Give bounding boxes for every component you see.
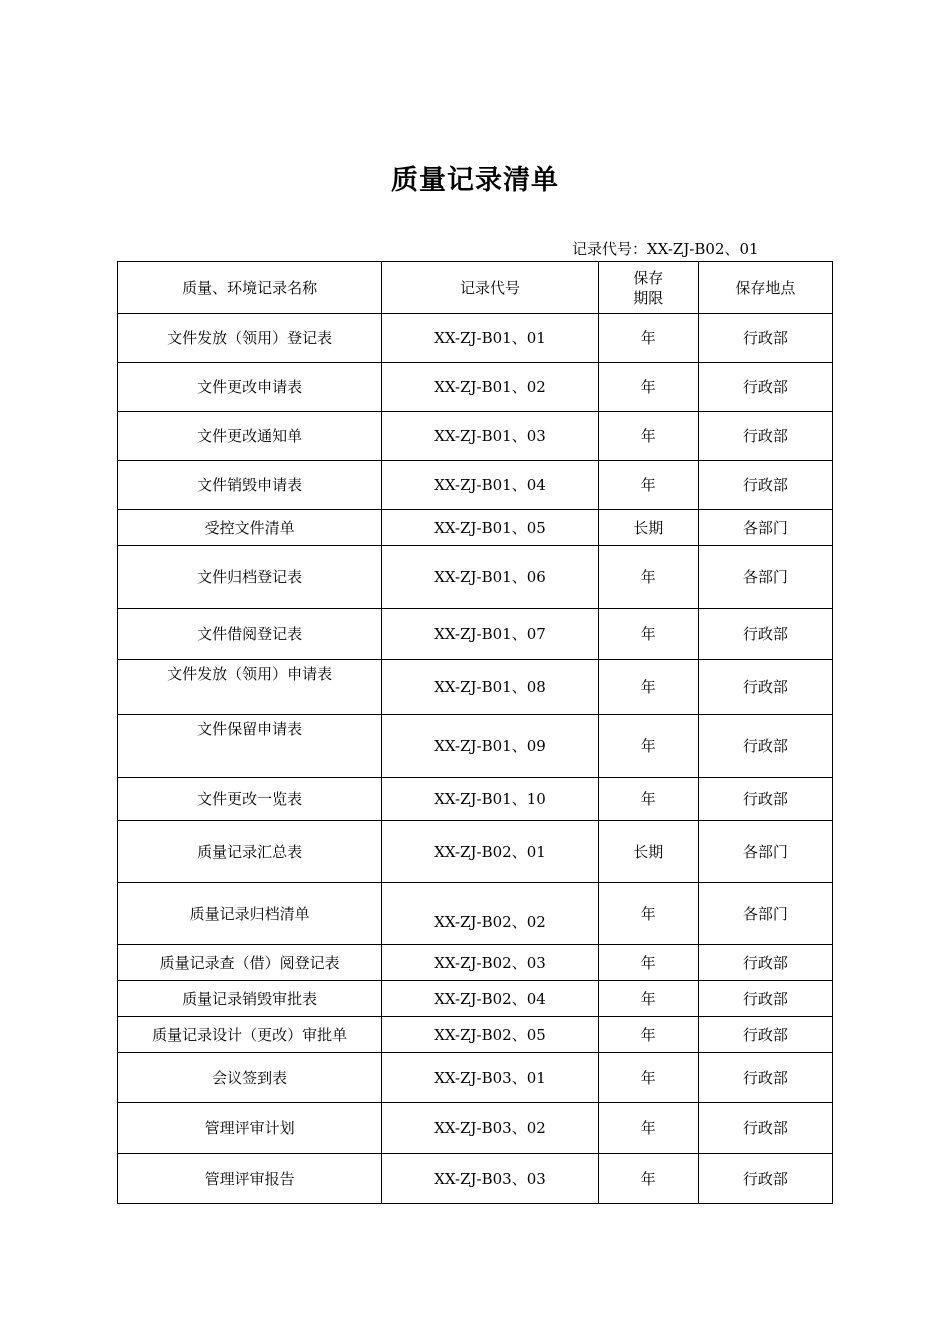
cell-location: 行政部 <box>698 715 832 778</box>
cell-period: 年 <box>598 1017 698 1053</box>
cell-name: 文件更改申请表 <box>118 363 382 412</box>
header-location: 保存地点 <box>698 262 832 314</box>
cell-location: 行政部 <box>698 1154 832 1204</box>
cell-location: 行政部 <box>698 1053 832 1103</box>
cell-code: XX-ZJ-B02、01 <box>382 821 598 883</box>
cell-code: XX-ZJ-B01、06 <box>382 546 598 609</box>
cell-location: 行政部 <box>698 461 832 510</box>
table-header-row <box>118 262 833 314</box>
cell-code: XX-ZJ-B01、03 <box>382 412 598 461</box>
cell-name: 质量记录查（借）阅登记表 <box>118 945 382 981</box>
cell-code: XX-ZJ-B01、07 <box>382 609 598 660</box>
cell-location: 各部门 <box>698 510 832 546</box>
cell-period: 年 <box>598 883 698 945</box>
cell-period: 年 <box>598 715 698 778</box>
cell-name: 文件更改一览表 <box>118 778 382 821</box>
cell-period: 年 <box>598 660 698 715</box>
cell-period: 年 <box>598 945 698 981</box>
cell-period: 长期 <box>598 821 698 883</box>
cell-name: 文件发放（领用）申请表 <box>118 660 382 715</box>
cell-location: 各部门 <box>698 546 832 609</box>
cell-location: 行政部 <box>698 945 832 981</box>
table-row <box>118 778 833 821</box>
header-period: 保存 期限 <box>598 262 698 314</box>
cell-code: XX-ZJ-B01、02 <box>382 363 598 412</box>
cell-period: 年 <box>598 546 698 609</box>
cell-code: XX-ZJ-B02、02 <box>382 883 598 945</box>
cell-location: 行政部 <box>698 778 832 821</box>
table-row <box>118 883 833 945</box>
record-code-label: 记录代号：XX-ZJ-B02、01 <box>572 240 759 258</box>
table-row <box>118 1154 833 1204</box>
cell-name: 质量记录归档清单 <box>118 883 382 945</box>
cell-period: 年 <box>598 1103 698 1154</box>
cell-period: 年 <box>598 1053 698 1103</box>
cell-period: 年 <box>598 314 698 363</box>
cell-period: 年 <box>598 778 698 821</box>
table-row <box>118 461 833 510</box>
cell-name: 质量记录设计（更改）审批单 <box>118 1017 382 1053</box>
table-row <box>118 821 833 883</box>
cell-location: 行政部 <box>698 314 832 363</box>
cell-code: XX-ZJ-B01、01 <box>382 314 598 363</box>
cell-name: 文件销毁申请表 <box>118 461 382 510</box>
cell-name: 会议签到表 <box>118 1053 382 1103</box>
cell-name: 文件归档登记表 <box>118 546 382 609</box>
cell-period: 年 <box>598 981 698 1017</box>
cell-location: 各部门 <box>698 821 832 883</box>
table-row <box>118 945 833 981</box>
cell-location: 行政部 <box>698 1103 832 1154</box>
cell-period: 年 <box>598 1154 698 1204</box>
cell-name: 质量记录汇总表 <box>118 821 382 883</box>
cell-location: 行政部 <box>698 412 832 461</box>
table-row <box>118 510 833 546</box>
cell-name: 文件更改通知单 <box>118 412 382 461</box>
cell-name: 文件发放（领用）登记表 <box>118 314 382 363</box>
page-title: 质量记录清单 <box>391 165 559 196</box>
cell-code: XX-ZJ-B03、02 <box>382 1103 598 1154</box>
table-row <box>118 1053 833 1103</box>
cell-code: XX-ZJ-B01、10 <box>382 778 598 821</box>
cell-code: XX-ZJ-B02、03 <box>382 945 598 981</box>
header-code: 记录代号 <box>382 262 598 314</box>
cell-name: 文件保留申请表 <box>118 715 382 778</box>
cell-period: 年 <box>598 363 698 412</box>
cell-name: 质量记录销毁审批表 <box>118 981 382 1017</box>
records-table <box>117 261 833 1204</box>
table-row <box>118 1103 833 1154</box>
table-row <box>118 363 833 412</box>
cell-code: XX-ZJ-B01、09 <box>382 715 598 778</box>
table-row <box>118 660 833 715</box>
cell-location: 行政部 <box>698 609 832 660</box>
cell-code: XX-ZJ-B02、04 <box>382 981 598 1017</box>
table-row <box>118 546 833 609</box>
cell-code: XX-ZJ-B03、03 <box>382 1154 598 1204</box>
cell-code: XX-ZJ-B01、08 <box>382 660 598 715</box>
cell-name: 管理评审计划 <box>118 1103 382 1154</box>
table-row <box>118 314 833 363</box>
cell-code: XX-ZJ-B01、05 <box>382 510 598 546</box>
cell-code: XX-ZJ-B03、01 <box>382 1053 598 1103</box>
table-row <box>118 609 833 660</box>
table-row <box>118 1017 833 1053</box>
cell-name: 受控文件清单 <box>118 510 382 546</box>
cell-location: 行政部 <box>698 981 832 1017</box>
cell-period: 年 <box>598 412 698 461</box>
cell-name: 管理评审报告 <box>118 1154 382 1204</box>
cell-period: 长期 <box>598 510 698 546</box>
cell-location: 行政部 <box>698 1017 832 1053</box>
table-row <box>118 715 833 778</box>
cell-name: 文件借阅登记表 <box>118 609 382 660</box>
header-name: 质量、环境记录名称 <box>118 262 382 314</box>
cell-period: 年 <box>598 461 698 510</box>
cell-location: 各部门 <box>698 883 832 945</box>
table-row <box>118 412 833 461</box>
cell-code: XX-ZJ-B02、05 <box>382 1017 598 1053</box>
cell-location: 行政部 <box>698 660 832 715</box>
cell-period: 年 <box>598 609 698 660</box>
table-row <box>118 981 833 1017</box>
cell-location: 行政部 <box>698 363 832 412</box>
cell-code: XX-ZJ-B01、04 <box>382 461 598 510</box>
